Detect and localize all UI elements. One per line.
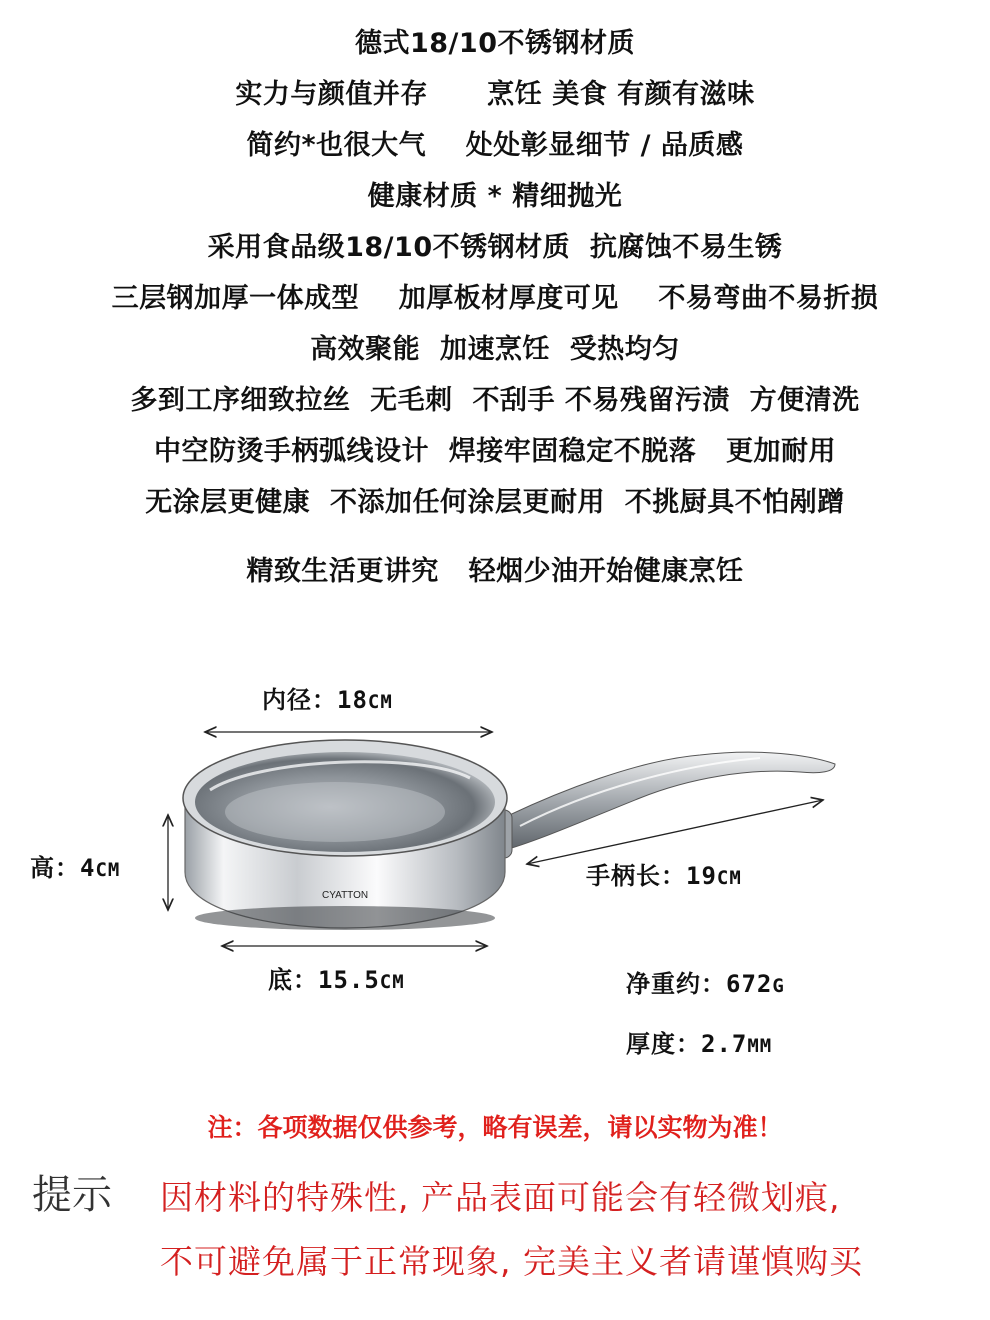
feature-line: 实力与颜值并存 烹饪 美食 有颜有滋味	[235, 79, 755, 110]
height-label: 高：4CM	[30, 854, 121, 882]
feature-line: 采用食品级18/10不锈钢材质 抗腐蚀不易生锈	[207, 232, 783, 263]
pan-handle	[495, 752, 835, 850]
feature-line: 简约*也很大气 处处彰显细节 / 品质感	[246, 130, 744, 161]
frying-pan-illustration	[0, 640, 990, 1060]
brand-logo: CYATTON	[322, 890, 369, 901]
feature-line: 德式18/10不锈钢材质	[354, 28, 635, 59]
disclaimer-note: 注：各项数据仅供参考，略有误差，请以实物为准！	[207, 1113, 783, 1142]
feature-line: 三层钢加厚一体成型 加厚板材厚度可见 不易弯曲不易折损	[111, 283, 879, 314]
feature-line: 多到工序细致拉丝 无毛刺 不刮手 不易残留污渍 方便清洗	[130, 385, 860, 416]
tip-line: 不可避免属于正常现象, 完美主义者请谨慎购买	[160, 1242, 863, 1281]
feature-line: 中空防烫手柄弧线设计 焊接牢固稳定不脱落 更加耐用	[154, 436, 836, 467]
inner-diameter-label: 内径：18CM	[262, 686, 393, 714]
pan-dimension-figure	[0, 640, 990, 1060]
tip-line: 因材料的特殊性, 产品表面可能会有轻微划痕,	[160, 1178, 841, 1217]
feature-line: 健康材质 * 精细抛光	[367, 181, 623, 212]
thickness-label: 厚度：2.7MM	[626, 1030, 773, 1058]
feature-line: 精致生活更讲究 轻烟少油开始健康烹饪	[246, 556, 744, 587]
weight-label: 净重约：672G	[626, 970, 785, 998]
handle-length-label: 手柄长：19CM	[586, 862, 742, 890]
feature-list	[0, 18, 990, 597]
feature-line: 高效聚能 加速烹饪 受热均匀	[310, 334, 680, 365]
bottom-label: 底：15.5CM	[268, 966, 405, 994]
tip-title: 提示	[32, 1172, 112, 1218]
feature-line: 无涂层更健康 不添加任何涂层更耐用 不挑厨具不怕剐蹭	[145, 487, 845, 518]
